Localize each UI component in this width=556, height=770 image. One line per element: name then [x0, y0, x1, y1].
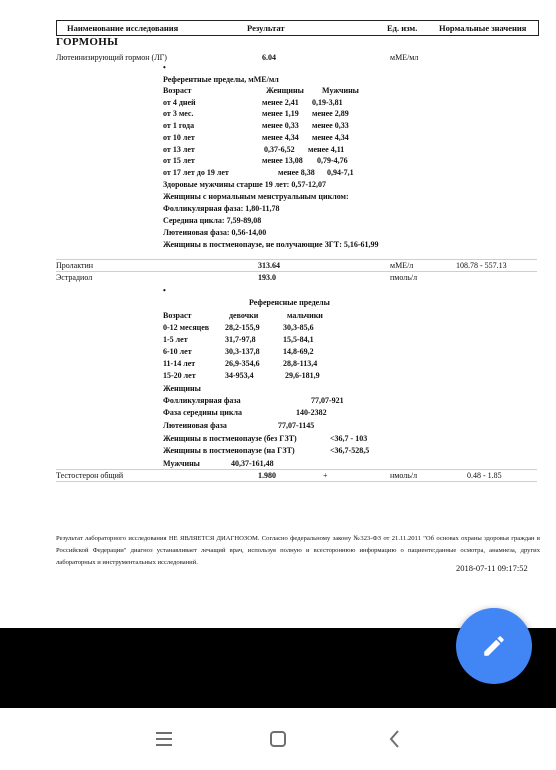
header-unit: Ед. изм. [387, 23, 418, 33]
prolactin-unit: мМЕ/л [390, 261, 414, 270]
estradiol-unit: пмоль/л [390, 273, 418, 282]
estradiol-boys: 15,5-84,1 [283, 335, 314, 344]
lh-col-women: Женщины [266, 86, 304, 95]
phase-value: 140-2382 [296, 408, 327, 417]
estradiol-boys: 30,3-85,6 [283, 323, 314, 332]
chevron-left-icon [380, 724, 410, 754]
navigation-bar [0, 708, 556, 770]
home-button[interactable] [263, 724, 293, 754]
table-header [56, 20, 539, 36]
estradiol-name: Эстрадиол [56, 273, 93, 282]
row-divider [56, 271, 537, 272]
lh-col-men: Мужчины [322, 86, 359, 95]
testosterone-unit: нмоль/л [390, 471, 418, 480]
phase-value: <36,7 - 103 [330, 434, 368, 443]
lh-men: 0,94-7,1 [327, 168, 354, 177]
lh-col-age: Возраст [163, 86, 192, 95]
disclaimer-text: Результат лабораторного исследования НЕ ЯВЛЯЕТСЯ ДИАГНОЗОМ. Согласно федеральному закону №323-ФЗ от 21.11.2011 "Об основах охраны здоровья граждан в Российской Федерации" диагноз устанавливает лечащий врач, используя полную и всестороннюю информацию о пациенте:данные осмотра, анамнеза, других лабораторных и инструментальных исследований. [56, 535, 540, 566]
estradiol-women-label: Женщины [163, 384, 201, 393]
phase-label: Фолликулярная фаза [163, 396, 241, 405]
lh-note: Лютеиновая фаза: 0,56-14,00 [163, 228, 267, 237]
lh-age: от 10 лет [163, 133, 195, 142]
lh-unit: мМЕ/мл [390, 53, 419, 62]
estradiol-boys: 28,8-113,4 [283, 359, 318, 368]
header-name: Наименование исследования [67, 23, 179, 33]
estradiol-age: 0-12 месяцев [163, 323, 210, 332]
estradiol-boys: 14,8-69,2 [283, 347, 314, 356]
section-title: ГОРМОНЫ [56, 36, 119, 48]
lh-age: от 17 лет до 19 лет [163, 168, 229, 177]
estradiol-ref-title: Референсные пределы [249, 298, 330, 307]
lh-result: 6.04 [262, 53, 276, 62]
phase-label: Женщины в постменопаузе (без ГЗТ) [163, 434, 297, 443]
lh-women: менее 2,41 [262, 98, 299, 107]
testosterone-name: Тестостерон общий [56, 471, 124, 480]
pencil-icon [481, 633, 507, 659]
lh-age: от 13 лет [163, 145, 195, 154]
estradiol-col-age: Возраст [163, 311, 192, 320]
phase-value: 77,07-921 [311, 396, 344, 405]
estradiol-girls: 30,3-137,8 [225, 347, 260, 356]
phase-label: Мужчины [163, 459, 200, 468]
phase-value: <36,7-528,5 [330, 446, 370, 455]
lh-men: менее 4,34 [312, 133, 349, 142]
prolactin-result: 313.64 [258, 261, 280, 270]
lh-dot: • [163, 63, 166, 72]
estradiol-col-boys: мальчики [287, 311, 323, 320]
prolactin-norm: 108.78 - 557.13 [456, 261, 507, 270]
lh-women: менее 1,19 [262, 109, 299, 118]
lh-women: менее 8,38 [278, 168, 315, 177]
estradiol-girls: 26,9-354,6 [225, 359, 260, 368]
report-timestamp: 2018-07-11 09:17:52 [456, 563, 528, 573]
lh-note: Женщины с нормальным менструальным циклом: [163, 192, 349, 201]
estradiol-age: 11-14 лет [163, 359, 196, 368]
lh-note: Середина цикла: 7,59-89,08 [163, 216, 262, 225]
estradiol-age: 1-5 лет [163, 335, 188, 344]
estradiol-girls: 34-953,4 [225, 371, 254, 380]
lh-age: от 15 лет [163, 156, 195, 165]
estradiol-age: 15-20 лет [163, 371, 196, 380]
estradiol-age: 6-10 лет [163, 347, 192, 356]
testosterone-norm: 0.48 - 1.85 [467, 471, 502, 480]
square-icon [263, 724, 293, 754]
estradiol-girls: 28,2-155,9 [225, 323, 260, 332]
estradiol-girls: 31,7-97,8 [225, 335, 256, 344]
lh-men: менее 4,11 [308, 145, 345, 154]
phase-value: 77,07-1145 [278, 421, 315, 430]
lh-note: Женщины в постменопаузе, не получающие ЗГТ: 5,16-61,99 [163, 240, 379, 249]
header-result: Результат [247, 23, 285, 33]
estradiol-dot: • [163, 286, 166, 295]
phase-label: Женщины в постменопаузе (на ГЗТ) [163, 446, 295, 455]
phase-label: Фаза середины цикла [163, 408, 243, 417]
lh-men: менее 2,89 [312, 109, 349, 118]
row-divider [56, 469, 537, 470]
header-norm: Нормальные значения [439, 23, 527, 33]
lh-note: Здоровые мужчины старше 19 лет: 0,57-12,07 [163, 180, 326, 189]
lh-age: от 1 года [163, 121, 195, 130]
lh-age: от 3 мес. [163, 109, 194, 118]
lh-age: от 4 дней [163, 98, 196, 107]
testosterone-flag: + [323, 471, 328, 480]
estradiol-result: 193.0 [258, 273, 276, 282]
lh-women: менее 4,34 [262, 133, 299, 142]
lh-women: менее 0,33 [262, 121, 299, 130]
edit-fab-button[interactable] [456, 608, 532, 684]
testosterone-result: 1.980 [258, 471, 276, 480]
lh-men: 0,19-3,81 [312, 98, 343, 107]
lh-women: менее 13,08 [262, 156, 303, 165]
lh-ref-title: Референтные пределы, мМЕ/мл [163, 75, 279, 84]
lh-men: 0,79-4,76 [317, 156, 348, 165]
estradiol-col-girls: девочки [229, 311, 259, 320]
prolactin-name: Пролактин [56, 261, 94, 270]
row-divider [56, 481, 537, 482]
lh-note: Фолликулярная фаза: 1,80-11,78 [163, 204, 280, 213]
lh-name: Лютеинизирующий гормон (ЛГ) [56, 53, 167, 62]
back-button[interactable] [380, 724, 410, 754]
phase-label: Лютеиновая фаза [163, 421, 227, 430]
estradiol-boys: 29,6-181,9 [285, 371, 320, 380]
lh-men: менее 0,33 [312, 121, 349, 130]
lh-women: 0,37-6,52 [264, 145, 295, 154]
menu-lines-icon [149, 724, 179, 754]
phase-value: 40,37-161,48 [231, 459, 274, 468]
recent-apps-button[interactable] [149, 724, 179, 754]
